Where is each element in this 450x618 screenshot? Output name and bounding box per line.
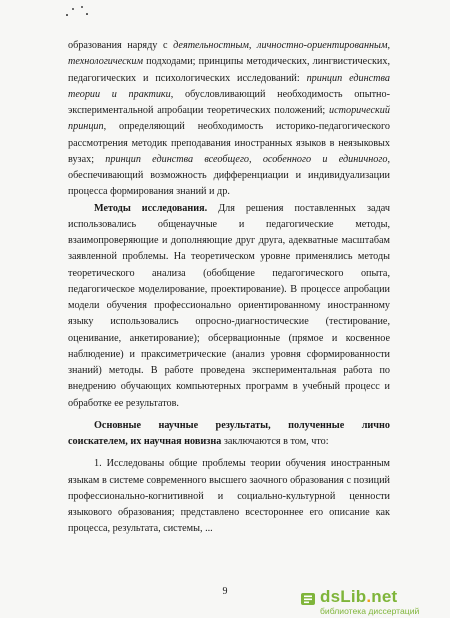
scan-speck xyxy=(81,6,83,8)
text-run: заключаются в том, что: xyxy=(221,436,329,447)
text-run: подходами; принципы методических, лингвистических, педагогических и психологических исследований: xyxy=(68,56,390,84)
italic-text: принцип единства теории и практики xyxy=(68,72,390,100)
scan-speck xyxy=(72,8,74,10)
paragraph xyxy=(68,201,390,412)
bold-text: Методы исследования. xyxy=(94,202,208,214)
paragraph xyxy=(68,38,390,201)
bold-text: Основные научные результаты, полученные лично соискателем, их научная новизна xyxy=(68,419,390,447)
italic-text: исторический принцип xyxy=(68,105,390,133)
watermark-subtitle: библиотека диссертаций xyxy=(320,606,420,616)
scan-speck xyxy=(86,13,88,15)
text-run: 1. Исследованы общие проблемы теории обучения иностранным языкам в системе современного высшего заочного образования с позиций профессионально-когнитивной и социально-культурной ценности языкового образования; представлено всестороннее его описание как процесса, результата, системы, ... xyxy=(68,458,390,535)
watermark-logo xyxy=(300,588,448,616)
page-number: 9 xyxy=(222,586,228,597)
book-icon xyxy=(300,591,316,607)
paragraph xyxy=(68,456,390,537)
text-run: Для решения поставленных задач использовались общенаучные и педагогические методы, взаимопроверяющие и дополняющие друг друга, адекватные масштабам заявленной проблемы. На теоретическом уровне применялись методы теоретического анализа (обобщение педагогического опыта, педагогическое моделирование, проектирование). В процессе апробации модели обучения профессионально ориентированному иностранному языку использовались опросно-диагностические (тестирование, оценивание, анкетирование); обсервационные (прямое и косвенное наблюдение) и праксиметрические (анализ уровня сформированности знаний) методы. В работе проведена экспериментальная работа по внедрению обучающих компьютерных программ в учебный процесс и обработке ее результатов. xyxy=(68,202,390,409)
italic-text: принцип единства всеобщего, особенного и единичного xyxy=(105,153,388,165)
italic-text: деятельностным, личностно-ориентированным, технологическим xyxy=(68,40,390,68)
text-run: , обеспечивающий возможность дифференциации и индивидуализации процесса формирования знаний и др. xyxy=(68,153,390,198)
text-run: , обусловливающий необходимость опытно-экспериментальной апробации теоретических положений; xyxy=(68,88,390,116)
text-run: , определяющий необходимость историко-педагогического рассмотрения методик преподавания иностранных языков в неязыковых вузах; xyxy=(68,121,390,165)
scan-speck xyxy=(66,14,68,16)
watermark-name: dsLib.net xyxy=(320,587,398,606)
body-text xyxy=(68,38,390,538)
text-run: образования наряду с xyxy=(68,40,174,51)
paragraph xyxy=(68,418,390,451)
